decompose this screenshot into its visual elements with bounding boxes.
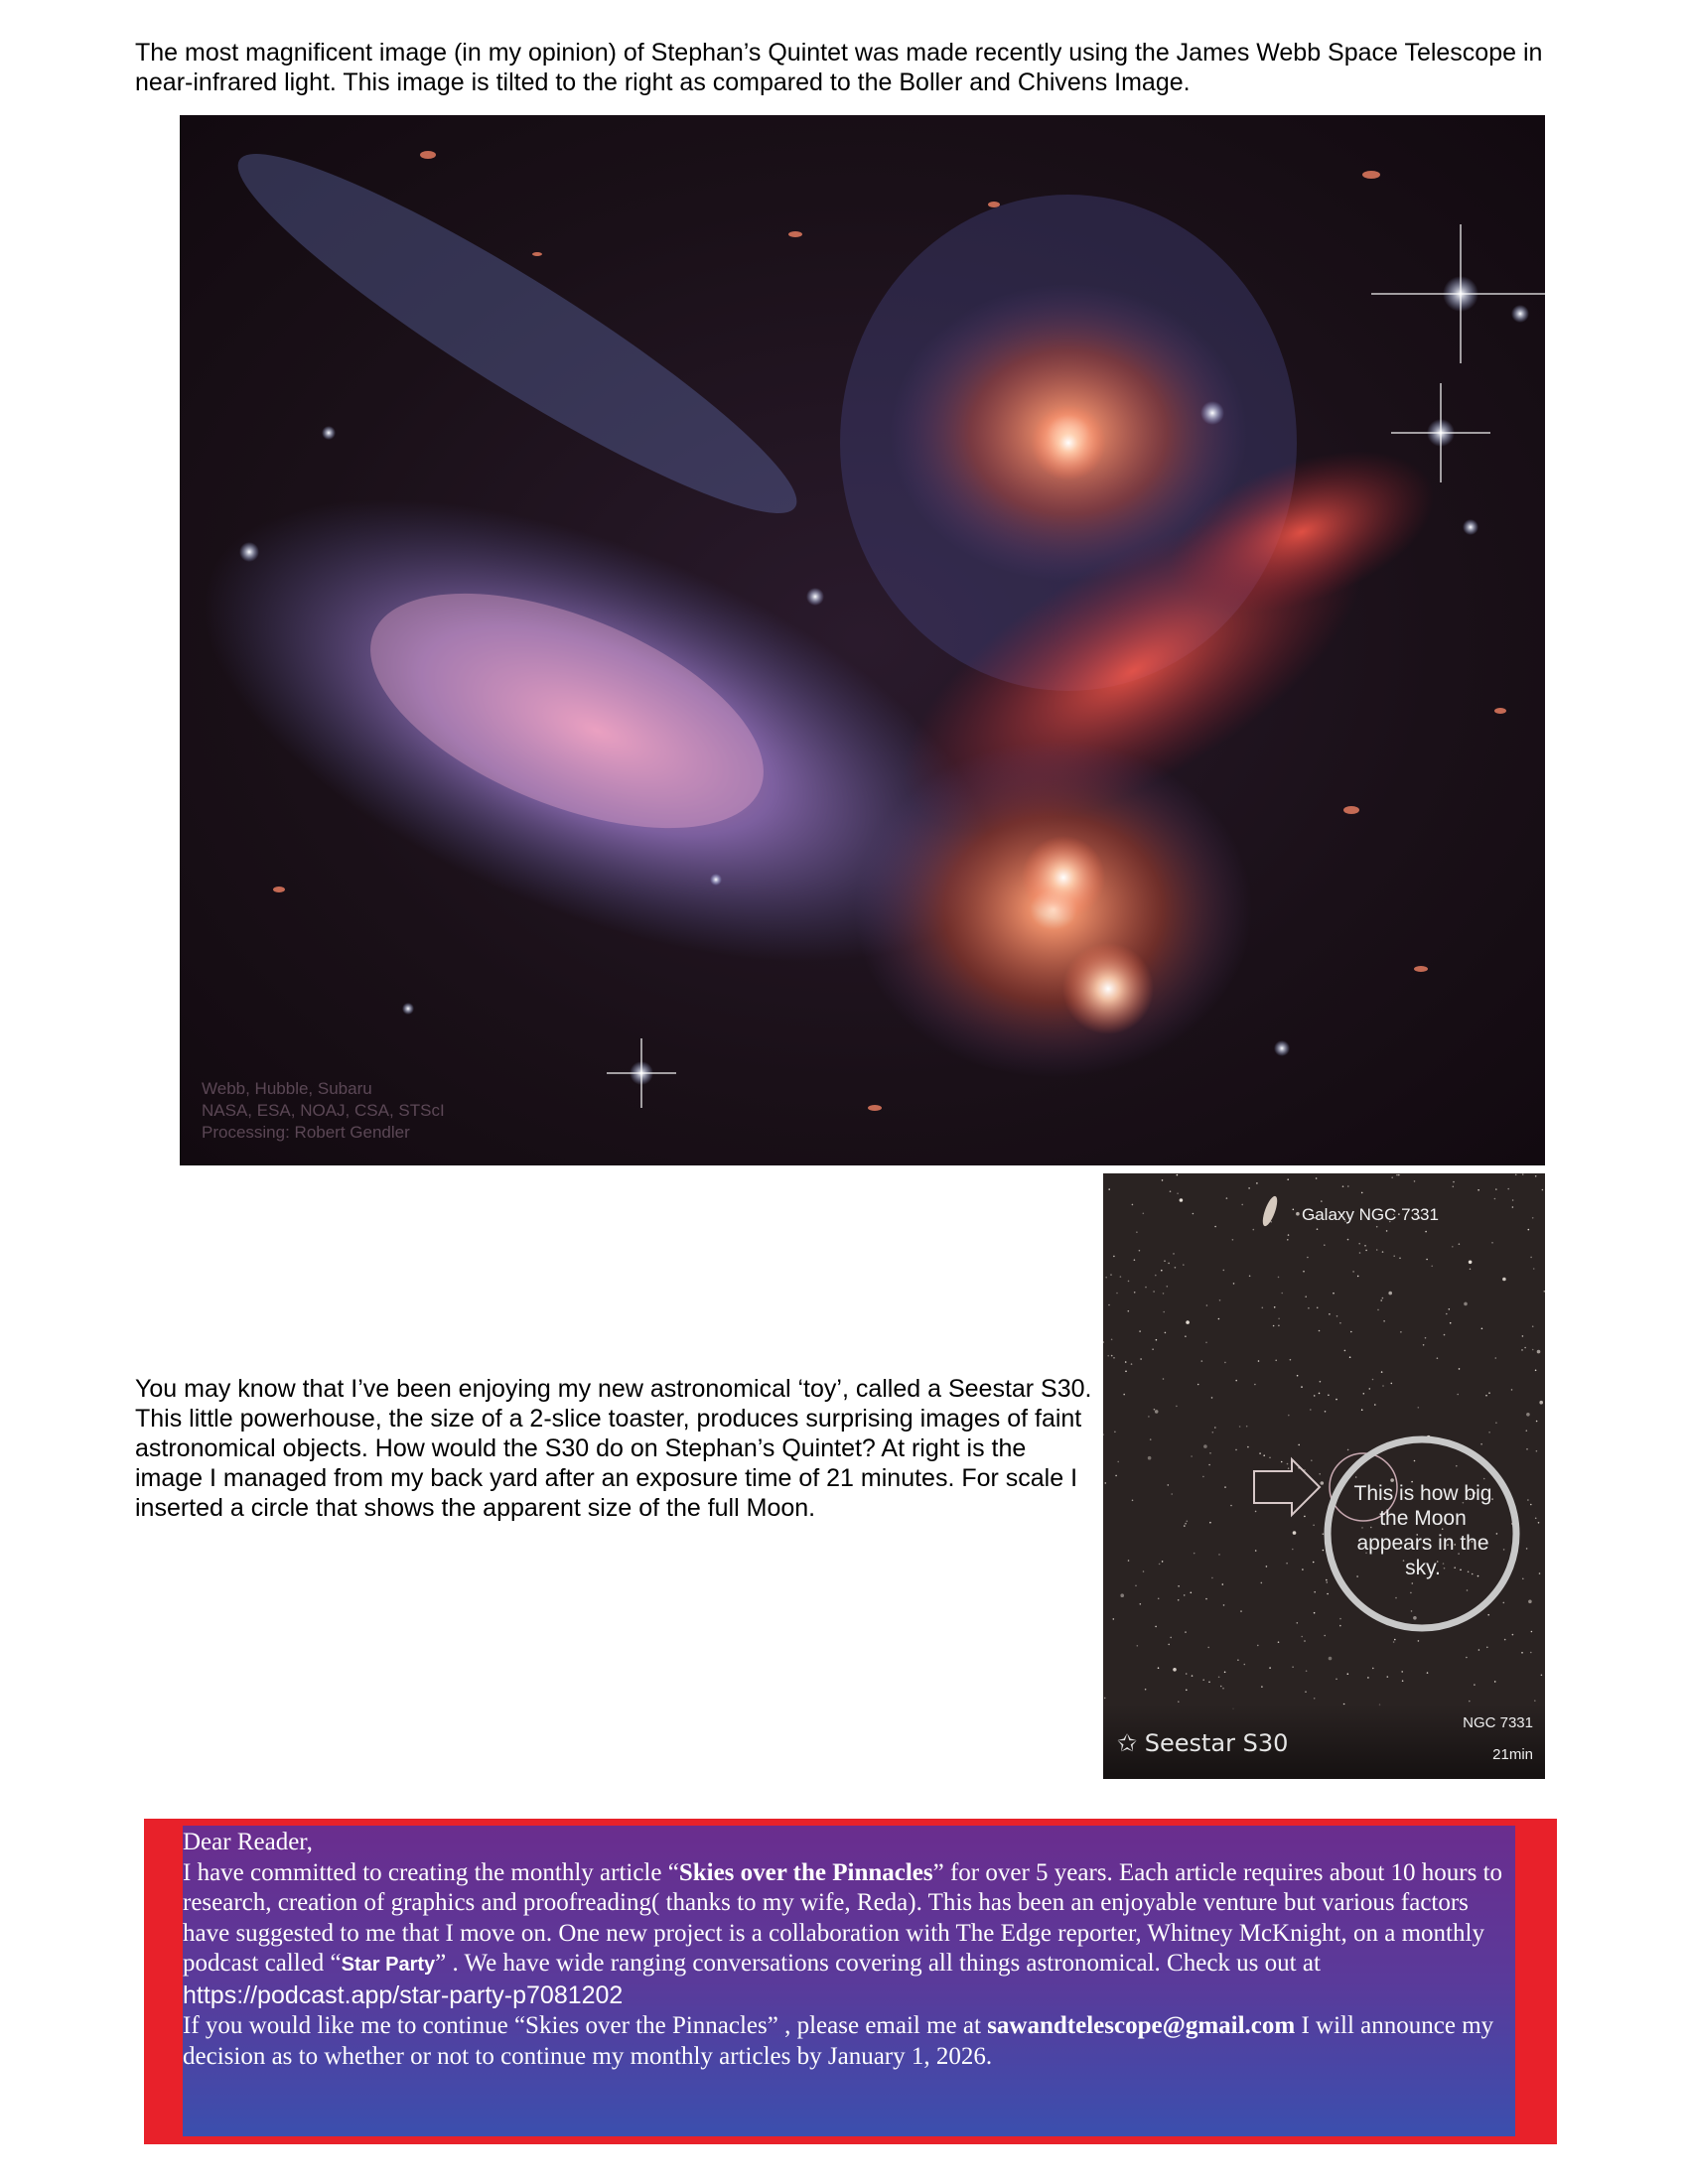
seestar-s30-image — [1103, 1173, 1545, 1779]
reader-notice-box — [144, 1819, 1557, 2144]
podcast-name: Star Party — [341, 1954, 436, 1976]
podcast-link[interactable]: https://podcast.app/star-party-p7081202 — [183, 1980, 624, 2009]
credit-line: NASA, ESA, NOAJ, CSA, STScI — [202, 1101, 445, 1120]
moon-caption: This is how big the Moon appears in the sky. — [1353, 1482, 1492, 1579]
target-label: NGC 7331 — [1463, 1714, 1533, 1731]
intro-paragraph: The most magnificent image (in my opinion) of Stephan’s Quintet was made recently using the James Webb Space Telescope in near-infrared light. This image is tilted to the right as compared to the Boller and Chivens Image. — [135, 39, 1543, 96]
exposure-label: 21min — [1492, 1746, 1533, 1763]
brand-name: Seestar S30 — [1144, 1729, 1289, 1757]
column-title: Skies over the Pinnacles — [678, 1858, 933, 1886]
reader-notice-content — [183, 1826, 1515, 2136]
nebula-illustration — [180, 115, 1545, 1165]
notice-paragraph-1: I have committed to creating the monthly article “Skies over the Pinnacles” for over 5 years. Each article requires about 10 hours to research, creation of graphics and proofreading( thanks to my wife, Reda). This has been an enjoyable venture but various factors have suggested to me that I move on. One new project is a collaboration with The Edge reporter, Whitney McKnight, on a monthly podcast called “Star Party” . We have wide ranging conversations covering all things astronomical. Check us out at https://podcast.app/star-party-p7081202 — [183, 1858, 1503, 2009]
notice-paragraph-2: If you would like me to continue “Skies over the Pinnacles” , please email me at sawandtelescope@gmail.com I will announce my decision as to whether or not to continue my monthly articles by January 1, 2026. — [183, 2012, 1494, 2070]
seestar-paragraph: You may know that I’ve been enjoying my new astronomical ‘toy’, called a Seestar S30. This little powerhouse, the size of a 2-slice toaster, produces surprising images of faint astronomical objects. How would the S30 do on Stephan’s Quintet? At right is the image I managed from my back yard after an exposure time of 21 minutes. For scale I inserted a circle that shows the apparent size of the full Moon. — [135, 1375, 1092, 1522]
arrow-icon — [1254, 1459, 1320, 1515]
galaxy-label: Galaxy NGC 7331 — [1302, 1205, 1439, 1224]
credit-line: Webb, Hubble, Subaru — [202, 1079, 372, 1098]
email-link[interactable]: sawandtelescope@gmail.com — [987, 2012, 1296, 2039]
starfield-illustration — [1103, 1173, 1545, 1779]
seestar-brand — [1117, 1729, 1288, 1757]
credit-line: Processing: Robert Gendler — [202, 1123, 410, 1142]
stephans-quintet-jwst-image — [180, 115, 1545, 1165]
greeting: Dear Reader, — [183, 1829, 313, 1855]
image-credit — [202, 1078, 445, 1144]
star-logo-icon: ✩ — [1117, 1729, 1145, 1757]
